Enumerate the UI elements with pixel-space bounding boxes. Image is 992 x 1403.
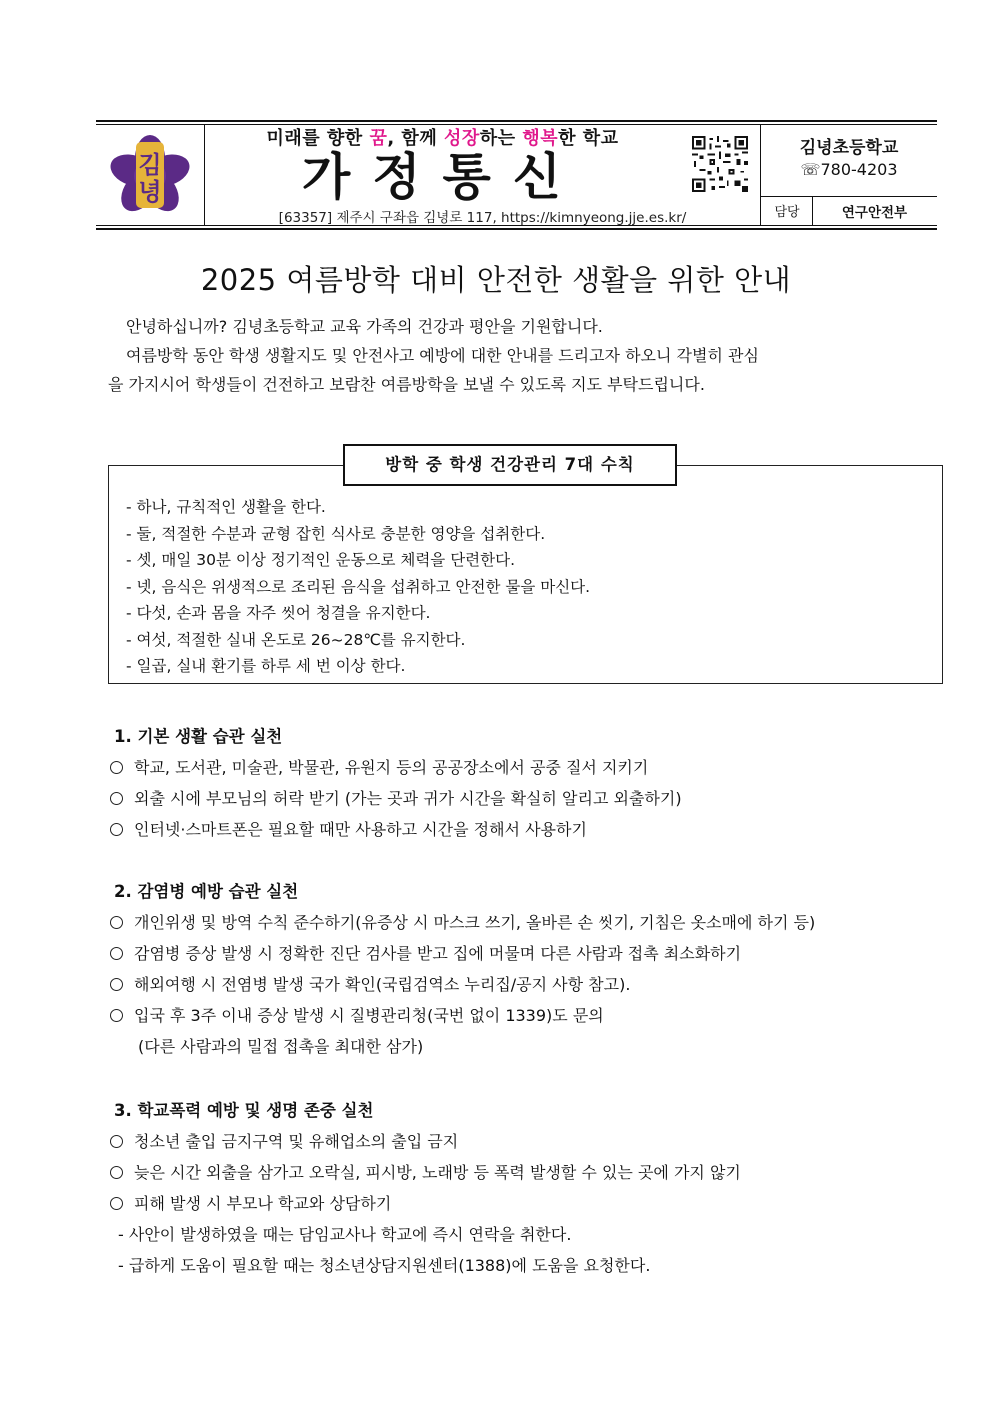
contact-label: 담당 <box>774 205 800 220</box>
school-address: [63357] 제주시 구좌읍 김녕로 117, https://kimnyeong.jje.es.kr/ <box>278 210 687 226</box>
circle-bullet-icon <box>110 1197 123 1210</box>
qr-code-icon[interactable] <box>692 136 748 192</box>
rule-item: - 다섯, 손과 몸을 자주 씻어 청결을 유지한다. <box>126 604 431 622</box>
rule-item: - 넷, 음식은 위생적으로 조리된 음식을 섭취하고 안전한 물을 마신다. <box>126 577 591 596</box>
list-item: 해외여행 시 전염병 발생 국가 확인(국립검역소 누리집/공지 사항 참고). <box>110 969 960 1000</box>
section-basic-habits <box>110 721 960 845</box>
health-rules-list <box>126 494 926 680</box>
list-item-continuation: (다른 사람과의 밀접 접촉을 최대한 삼가) <box>138 1037 424 1056</box>
list-item: 인터넷·스마트폰은 필요할 때만 사용하고 시간을 정해서 사용하기 <box>110 814 960 845</box>
list-item: 외출 시에 부모님의 허락 받기 (가는 곳과 귀가 시간을 확실히 알리고 외출하기) <box>110 783 960 814</box>
header-top-rule <box>96 120 937 122</box>
document-title: 2025 여름방학 대비 안전한 생활을 위한 안내 <box>200 263 792 297</box>
intro-line: 을 가지시어 학생들이 건전하고 보람찬 여름방학을 보낼 수 있도록 지도 부탁드립니다. <box>108 375 705 394</box>
health-rules-title: 방학 중 학생 건강관리 7대 수칙 <box>343 444 677 486</box>
circle-bullet-icon <box>110 761 123 774</box>
header-bottom-rule <box>96 228 937 230</box>
header-divider-right <box>760 124 761 226</box>
circle-bullet-icon <box>110 1135 123 1148</box>
contact-department: 연구안전부 <box>841 205 908 221</box>
list-item: 피해 발생 시 부모나 학교와 상담하기 <box>110 1188 960 1219</box>
list-item: 감염병 증상 발생 시 정확한 진단 검사를 받고 집에 머물며 다른 사람과 접촉 최소화하기 <box>110 938 960 969</box>
circle-bullet-icon <box>110 947 123 960</box>
rule-item: - 일곱, 실내 환기를 하루 세 번 이상 한다. <box>126 657 406 675</box>
circle-bullet-icon <box>110 792 123 805</box>
rule-item: - 셋, 매일 30분 이상 정기적인 운동으로 체력을 단련한다. <box>126 551 516 569</box>
school-slogan: 미래를 향한 꿈, 함께 성장하는 행복한 학교 <box>266 128 619 149</box>
school-name: 김녕초등학교 <box>799 138 899 158</box>
section-heading: 2. 감염병 예방 습관 실천 <box>114 882 299 901</box>
rule-item: - 여섯, 적절한 실내 온도로 26~28℃를 유지한다. <box>126 630 466 649</box>
section-heading: 1. 기본 생활 습관 실천 <box>114 727 283 746</box>
section-heading: 3. 학교폭력 예방 및 생명 존중 실천 <box>114 1101 374 1120</box>
intro-line: 안녕하십니까? 김녕초등학교 교육 가족의 건강과 평안을 기원합니다. <box>126 317 603 336</box>
list-item: 학교, 도서관, 미술관, 박물관, 유원지 등의 공공장소에서 공중 질서 지키기 <box>110 752 960 783</box>
intro-line: 여름방학 동안 학생 생활지도 및 안전사고 예방에 대한 안내를 드리고자 하오니 각별히 관심 <box>126 346 759 365</box>
list-item: 늦은 시간 외출을 삼가고 오락실, 피시방, 노래방 등 폭력 발생할 수 있는 곳에 가지 않기 <box>110 1157 960 1188</box>
list-item: 청소년 출입 금지구역 및 유해업소의 출입 금지 <box>110 1126 960 1157</box>
sub-list-item: - 사안이 발생하였을 때는 담임교사나 학교에 즉시 연락을 취한다. <box>118 1225 572 1244</box>
section-infection-prevention <box>110 876 960 1062</box>
list-item: 개인위생 및 방역 수칙 준수하기(유증상 시 마스크 쓰기, 올바른 손 씻기, 기침은 옷소매에 하기 등) <box>110 907 960 938</box>
contact-divider <box>761 196 937 197</box>
school-logo-icon <box>104 128 196 220</box>
circle-bullet-icon <box>110 916 123 929</box>
section-violence-prevention <box>110 1095 960 1281</box>
svg-text:김: 김 <box>138 151 162 179</box>
rule-item: - 둘, 적절한 수분과 균형 잡힌 식사로 충분한 영양을 섭취한다. <box>126 524 546 543</box>
rule-item: - 하나, 규칙적인 생활을 한다. <box>126 498 326 516</box>
intro-paragraph <box>108 312 908 399</box>
circle-bullet-icon <box>110 1009 123 1022</box>
circle-bullet-icon <box>110 1166 123 1179</box>
list-item: 입국 후 3주 이내 증상 발생 시 질병관리청(국번 없이 1339)도 문의 <box>110 1000 960 1031</box>
circle-bullet-icon <box>110 823 123 836</box>
school-phone: ☏780-4203 <box>800 160 898 179</box>
sub-list-item: - 급하게 도움이 필요할 때는 청소년상담지원센터(1388)에 도움을 요청한다. <box>118 1256 651 1275</box>
svg-text:녕: 녕 <box>138 178 162 206</box>
newsletter-title: 가정통신 <box>301 148 584 206</box>
circle-bullet-icon <box>110 978 123 991</box>
